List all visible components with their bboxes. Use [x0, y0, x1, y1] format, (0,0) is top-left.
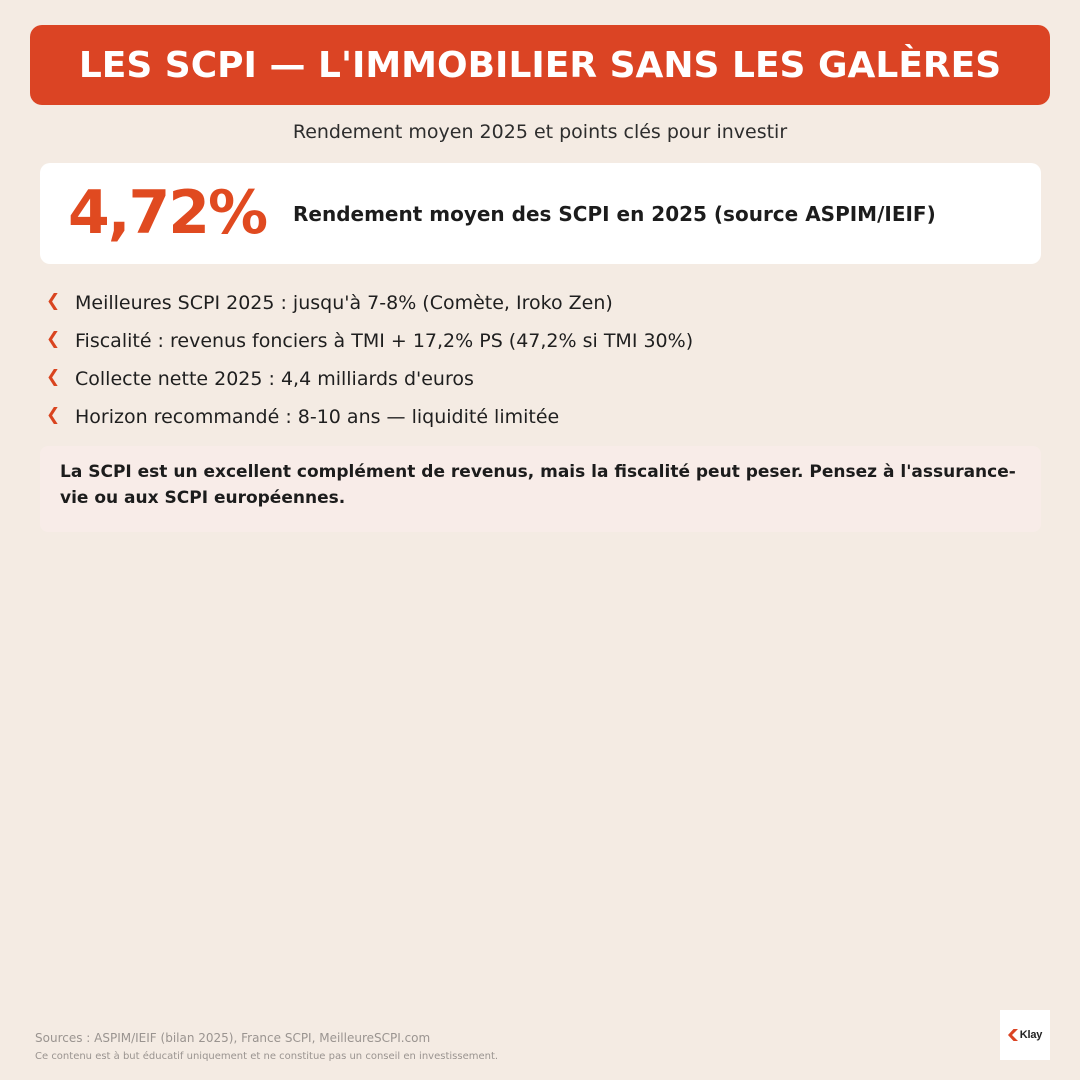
chevron-left-icon: ❮ — [46, 291, 61, 311]
logo-mark — [1008, 1029, 1042, 1041]
page-title: LES SCPI — L'IMMOBILIER SANS LES GALÈRES — [78, 44, 1002, 86]
chevron-left-icon: ❮ — [46, 329, 61, 349]
stat-label: Rendement moyen des SCPI en 2025 (source ASPIM/IEIF) — [293, 202, 936, 226]
logo-chevron-icon — [1008, 1029, 1019, 1041]
advice-note-text: La SCPI est un excellent complément de revenus, mais la fiscalité peut peser. Pensez à l'assurance-vie ou aux SCPI européennes. — [60, 462, 1016, 508]
footer-disclaimer: Ce contenu est à but éducatif uniquement et ne constitue pas un conseil en investissement. — [35, 1051, 499, 1062]
advice-note — [40, 446, 1041, 532]
chevron-left-icon: ❮ — [46, 367, 61, 387]
list-item-text: Collecte nette 2025 : 4,4 milliards d'euros — [75, 368, 474, 390]
list-item — [44, 398, 1034, 436]
footer-sources: Sources : ASPIM/IEIF (bilan 2025), France SCPI, MeilleureSCPI.com — [35, 1031, 431, 1045]
list-item — [44, 360, 1034, 398]
list-item — [44, 322, 1034, 360]
list-item-text: Meilleures SCPI 2025 : jusqu'à 7-8% (Comète, Iroko Zen) — [75, 292, 613, 314]
list-item — [44, 284, 1034, 322]
list-item-text: Fiscalité : revenus fonciers à TMI + 17,2% PS (47,2% si TMI 30%) — [75, 330, 694, 352]
list-item-text: Horizon recommandé : 8-10 ans — liquidité limitée — [75, 406, 560, 428]
title-banner — [30, 25, 1050, 105]
brand-logo — [1000, 1010, 1050, 1060]
stat-card — [40, 163, 1041, 264]
logo-text: Klay — [1019, 1029, 1043, 1041]
chevron-left-icon: ❮ — [46, 405, 61, 425]
stat-value: 4,72% — [68, 178, 267, 248]
key-points-list — [44, 284, 1034, 436]
page-subtitle: Rendement moyen 2025 et points clés pour investir — [292, 121, 788, 143]
